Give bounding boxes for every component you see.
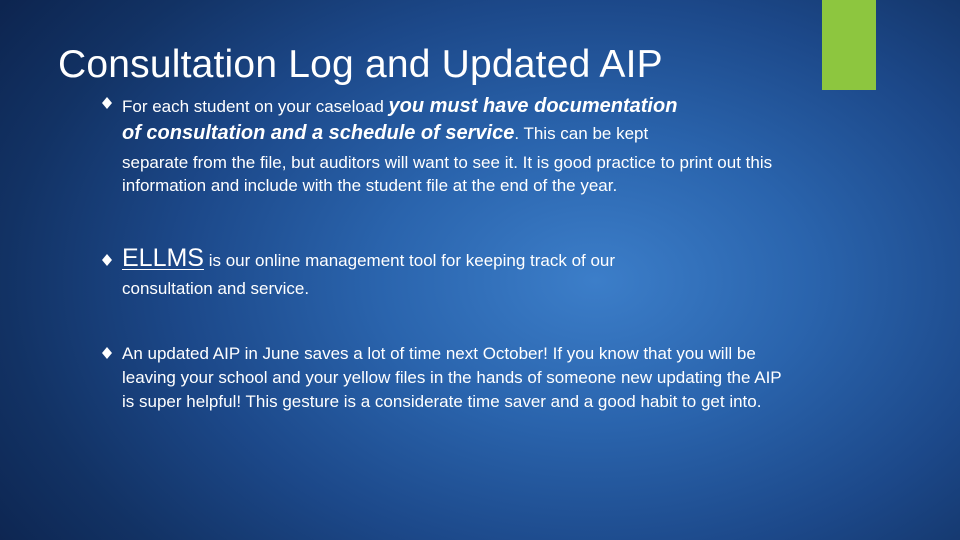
bullet-emphasis-tail: . This can be kept — [514, 124, 649, 143]
bullet-emphasis-text-2: of consultation and a schedule of service — [122, 122, 515, 144]
bullet-rest-text: separate from the file, but auditors will want to see it. It is good practice to print out this information and include with the student file at the end of the year. — [122, 153, 773, 195]
ellms-link[interactable]: ELLMS — [122, 244, 204, 272]
bullet-text — [122, 241, 782, 300]
bullet-intro-text: For each student on your caseload — [122, 97, 389, 116]
diamond-bullet-icon — [102, 97, 112, 109]
diamond-bullet-icon — [102, 347, 112, 359]
bullet-paragraph: An updated AIP in June saves a lot of time next October! If you know that you will be leaving your school and your yellow files in the hands of someone new updating the AIP is super helpful! This gesture is a considerate time saver and a good habit to get into. — [122, 344, 782, 411]
bullet-emphasis-text: you must have documentation — [388, 95, 678, 117]
bullet-after-keyword: is our online management tool for keeping track of our — [203, 251, 616, 270]
bullet-continuation: consultation and service. — [122, 279, 310, 298]
bullet-text — [122, 342, 782, 414]
slide-title: Consultation Log and Updated AIP — [58, 43, 663, 86]
bullet-text — [122, 95, 782, 197]
diamond-bullet-icon — [102, 254, 112, 266]
